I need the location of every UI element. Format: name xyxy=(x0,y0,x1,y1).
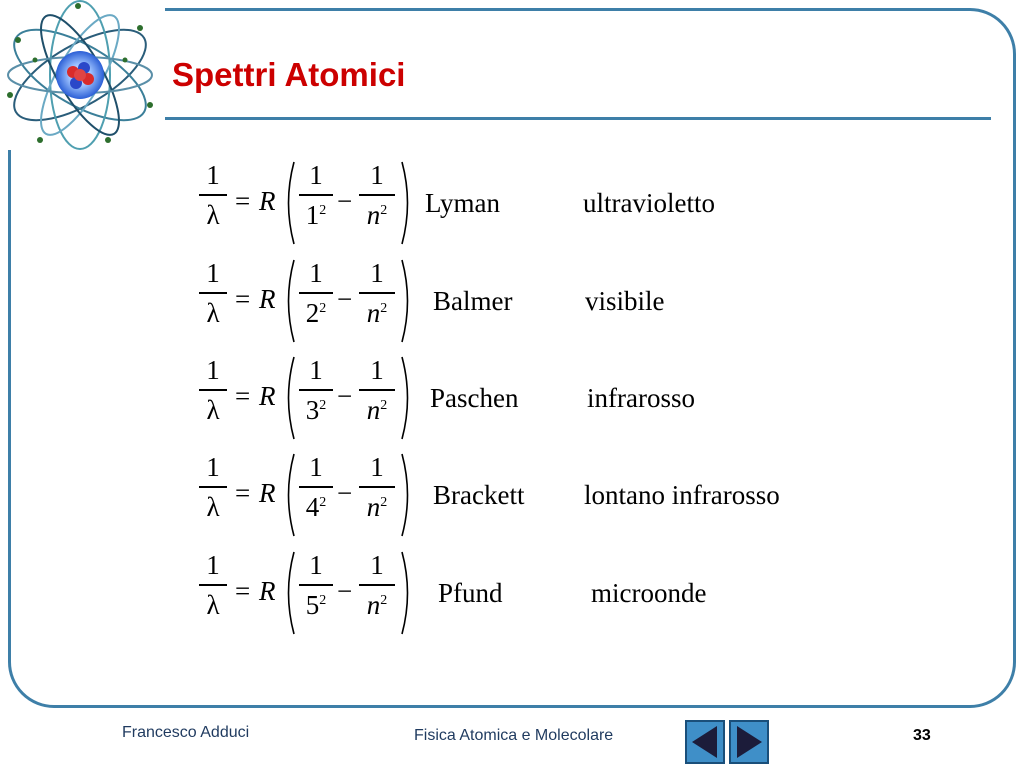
n-low: 5 xyxy=(305,589,320,620)
footer-course: Fisica Atomica e Molecolare xyxy=(414,727,614,744)
equals-sign: = xyxy=(235,284,251,314)
fraction-bar xyxy=(359,194,395,196)
exponent: 2 xyxy=(380,592,388,608)
term2-numerator: 1 xyxy=(370,550,384,580)
rydberg-constant: R xyxy=(259,186,276,216)
exponent: 2 xyxy=(380,494,388,510)
term1-numerator: 1 xyxy=(309,258,323,288)
lhs-numerator: 1 xyxy=(206,550,220,580)
series-name: Balmer xyxy=(433,286,513,316)
series-row-brackett xyxy=(195,452,835,542)
equals-sign: = xyxy=(235,478,251,508)
term1-numerator: 1 xyxy=(309,452,323,482)
n-variable: n xyxy=(366,394,381,425)
equals-sign: = xyxy=(235,381,251,411)
series-name: Brackett xyxy=(433,480,525,510)
right-paren-icon xyxy=(399,452,415,538)
exponent: 2 xyxy=(319,202,327,218)
triangle-right-icon xyxy=(731,722,767,762)
series-row-paschen xyxy=(195,355,835,445)
fraction-bar xyxy=(299,194,333,196)
term2-fraction xyxy=(359,355,395,425)
term1-fraction xyxy=(299,258,333,328)
spectral-region: microonde xyxy=(591,578,707,608)
left-paren-icon xyxy=(281,452,297,538)
n-variable: n xyxy=(366,491,381,522)
fraction-bar xyxy=(199,584,227,586)
term2-numerator: 1 xyxy=(370,258,384,288)
term2-numerator: 1 xyxy=(370,160,384,190)
term1-fraction xyxy=(299,550,333,620)
exponent: 2 xyxy=(380,202,388,218)
minus-sign: − xyxy=(337,186,353,216)
term1-numerator: 1 xyxy=(309,550,323,580)
rydberg-constant: R xyxy=(259,478,276,508)
spectral-region: visibile xyxy=(585,286,665,316)
left-paren-icon xyxy=(281,258,297,344)
term2-fraction xyxy=(359,258,395,328)
term1-fraction xyxy=(299,355,333,425)
lhs-lambda: λ xyxy=(206,491,220,522)
minus-sign: − xyxy=(337,478,353,508)
fraction-bar xyxy=(199,194,227,196)
minus-sign: − xyxy=(337,381,353,411)
series-name: Lyman xyxy=(425,188,500,218)
term1-fraction xyxy=(299,160,333,230)
spectral-region: infrarosso xyxy=(587,383,695,413)
n-low: 1 xyxy=(305,199,320,230)
equals-sign: = xyxy=(235,576,251,606)
fraction-bar xyxy=(199,486,227,488)
lhs-numerator: 1 xyxy=(206,355,220,385)
n-low: 4 xyxy=(305,491,320,522)
title-divider xyxy=(165,117,991,120)
spectral-region: lontano infrarosso xyxy=(584,480,780,510)
lhs-fraction xyxy=(199,258,227,328)
minus-sign: − xyxy=(337,576,353,606)
right-paren-icon xyxy=(399,160,415,246)
spectral-region: ultravioletto xyxy=(583,188,715,218)
lhs-lambda: λ xyxy=(206,394,220,425)
fraction-bar xyxy=(359,584,395,586)
fraction-bar xyxy=(359,486,395,488)
previous-slide-button[interactable] xyxy=(685,720,725,764)
footer-author: Francesco Adduci xyxy=(122,724,250,741)
term1-fraction xyxy=(299,452,333,522)
lhs-numerator: 1 xyxy=(206,452,220,482)
series-name: Paschen xyxy=(430,383,519,413)
exponent: 2 xyxy=(319,494,327,510)
series-row-pfund xyxy=(195,550,835,640)
lhs-fraction xyxy=(199,550,227,620)
atom-logo-icon xyxy=(0,0,165,150)
n-variable: n xyxy=(366,199,381,230)
rydberg-constant: R xyxy=(259,284,276,314)
page-number: 33 xyxy=(913,727,931,744)
fraction-bar xyxy=(299,292,333,294)
lhs-lambda: λ xyxy=(206,199,220,230)
triangle-left-icon xyxy=(687,722,723,762)
right-paren-icon xyxy=(399,550,415,636)
lhs-lambda: λ xyxy=(206,589,220,620)
exponent: 2 xyxy=(380,300,388,316)
term2-fraction xyxy=(359,160,395,230)
equals-sign: = xyxy=(235,186,251,216)
series-name: Pfund xyxy=(438,578,503,608)
n-low: 2 xyxy=(305,297,320,328)
rydberg-constant: R xyxy=(259,381,276,411)
right-paren-icon xyxy=(399,355,415,441)
exponent: 2 xyxy=(319,592,327,608)
term1-numerator: 1 xyxy=(309,355,323,385)
lhs-numerator: 1 xyxy=(206,160,220,190)
fraction-bar xyxy=(359,292,395,294)
minus-sign: − xyxy=(337,284,353,314)
left-paren-icon xyxy=(281,355,297,441)
n-variable: n xyxy=(366,297,381,328)
term2-numerator: 1 xyxy=(370,355,384,385)
right-paren-icon xyxy=(399,258,415,344)
term2-fraction xyxy=(359,452,395,522)
lhs-fraction xyxy=(199,452,227,522)
lhs-lambda: λ xyxy=(206,297,220,328)
fraction-bar xyxy=(359,389,395,391)
term2-numerator: 1 xyxy=(370,452,384,482)
next-slide-button[interactable] xyxy=(729,720,769,764)
lhs-fraction xyxy=(199,355,227,425)
fraction-bar xyxy=(199,292,227,294)
lhs-fraction xyxy=(199,160,227,230)
lhs-numerator: 1 xyxy=(206,258,220,288)
exponent: 2 xyxy=(380,397,388,413)
series-row-lyman xyxy=(195,160,835,250)
n-variable: n xyxy=(366,589,381,620)
left-paren-icon xyxy=(281,160,297,246)
rydberg-constant: R xyxy=(259,576,276,606)
fraction-bar xyxy=(199,389,227,391)
fraction-bar xyxy=(299,389,333,391)
exponent: 2 xyxy=(319,300,327,316)
slide-title: Spettri Atomici xyxy=(172,56,406,93)
series-row-balmer xyxy=(195,258,835,348)
fraction-bar xyxy=(299,584,333,586)
term2-fraction xyxy=(359,550,395,620)
exponent: 2 xyxy=(319,397,327,413)
left-paren-icon xyxy=(281,550,297,636)
term1-numerator: 1 xyxy=(309,160,323,190)
fraction-bar xyxy=(299,486,333,488)
n-low: 3 xyxy=(305,394,320,425)
